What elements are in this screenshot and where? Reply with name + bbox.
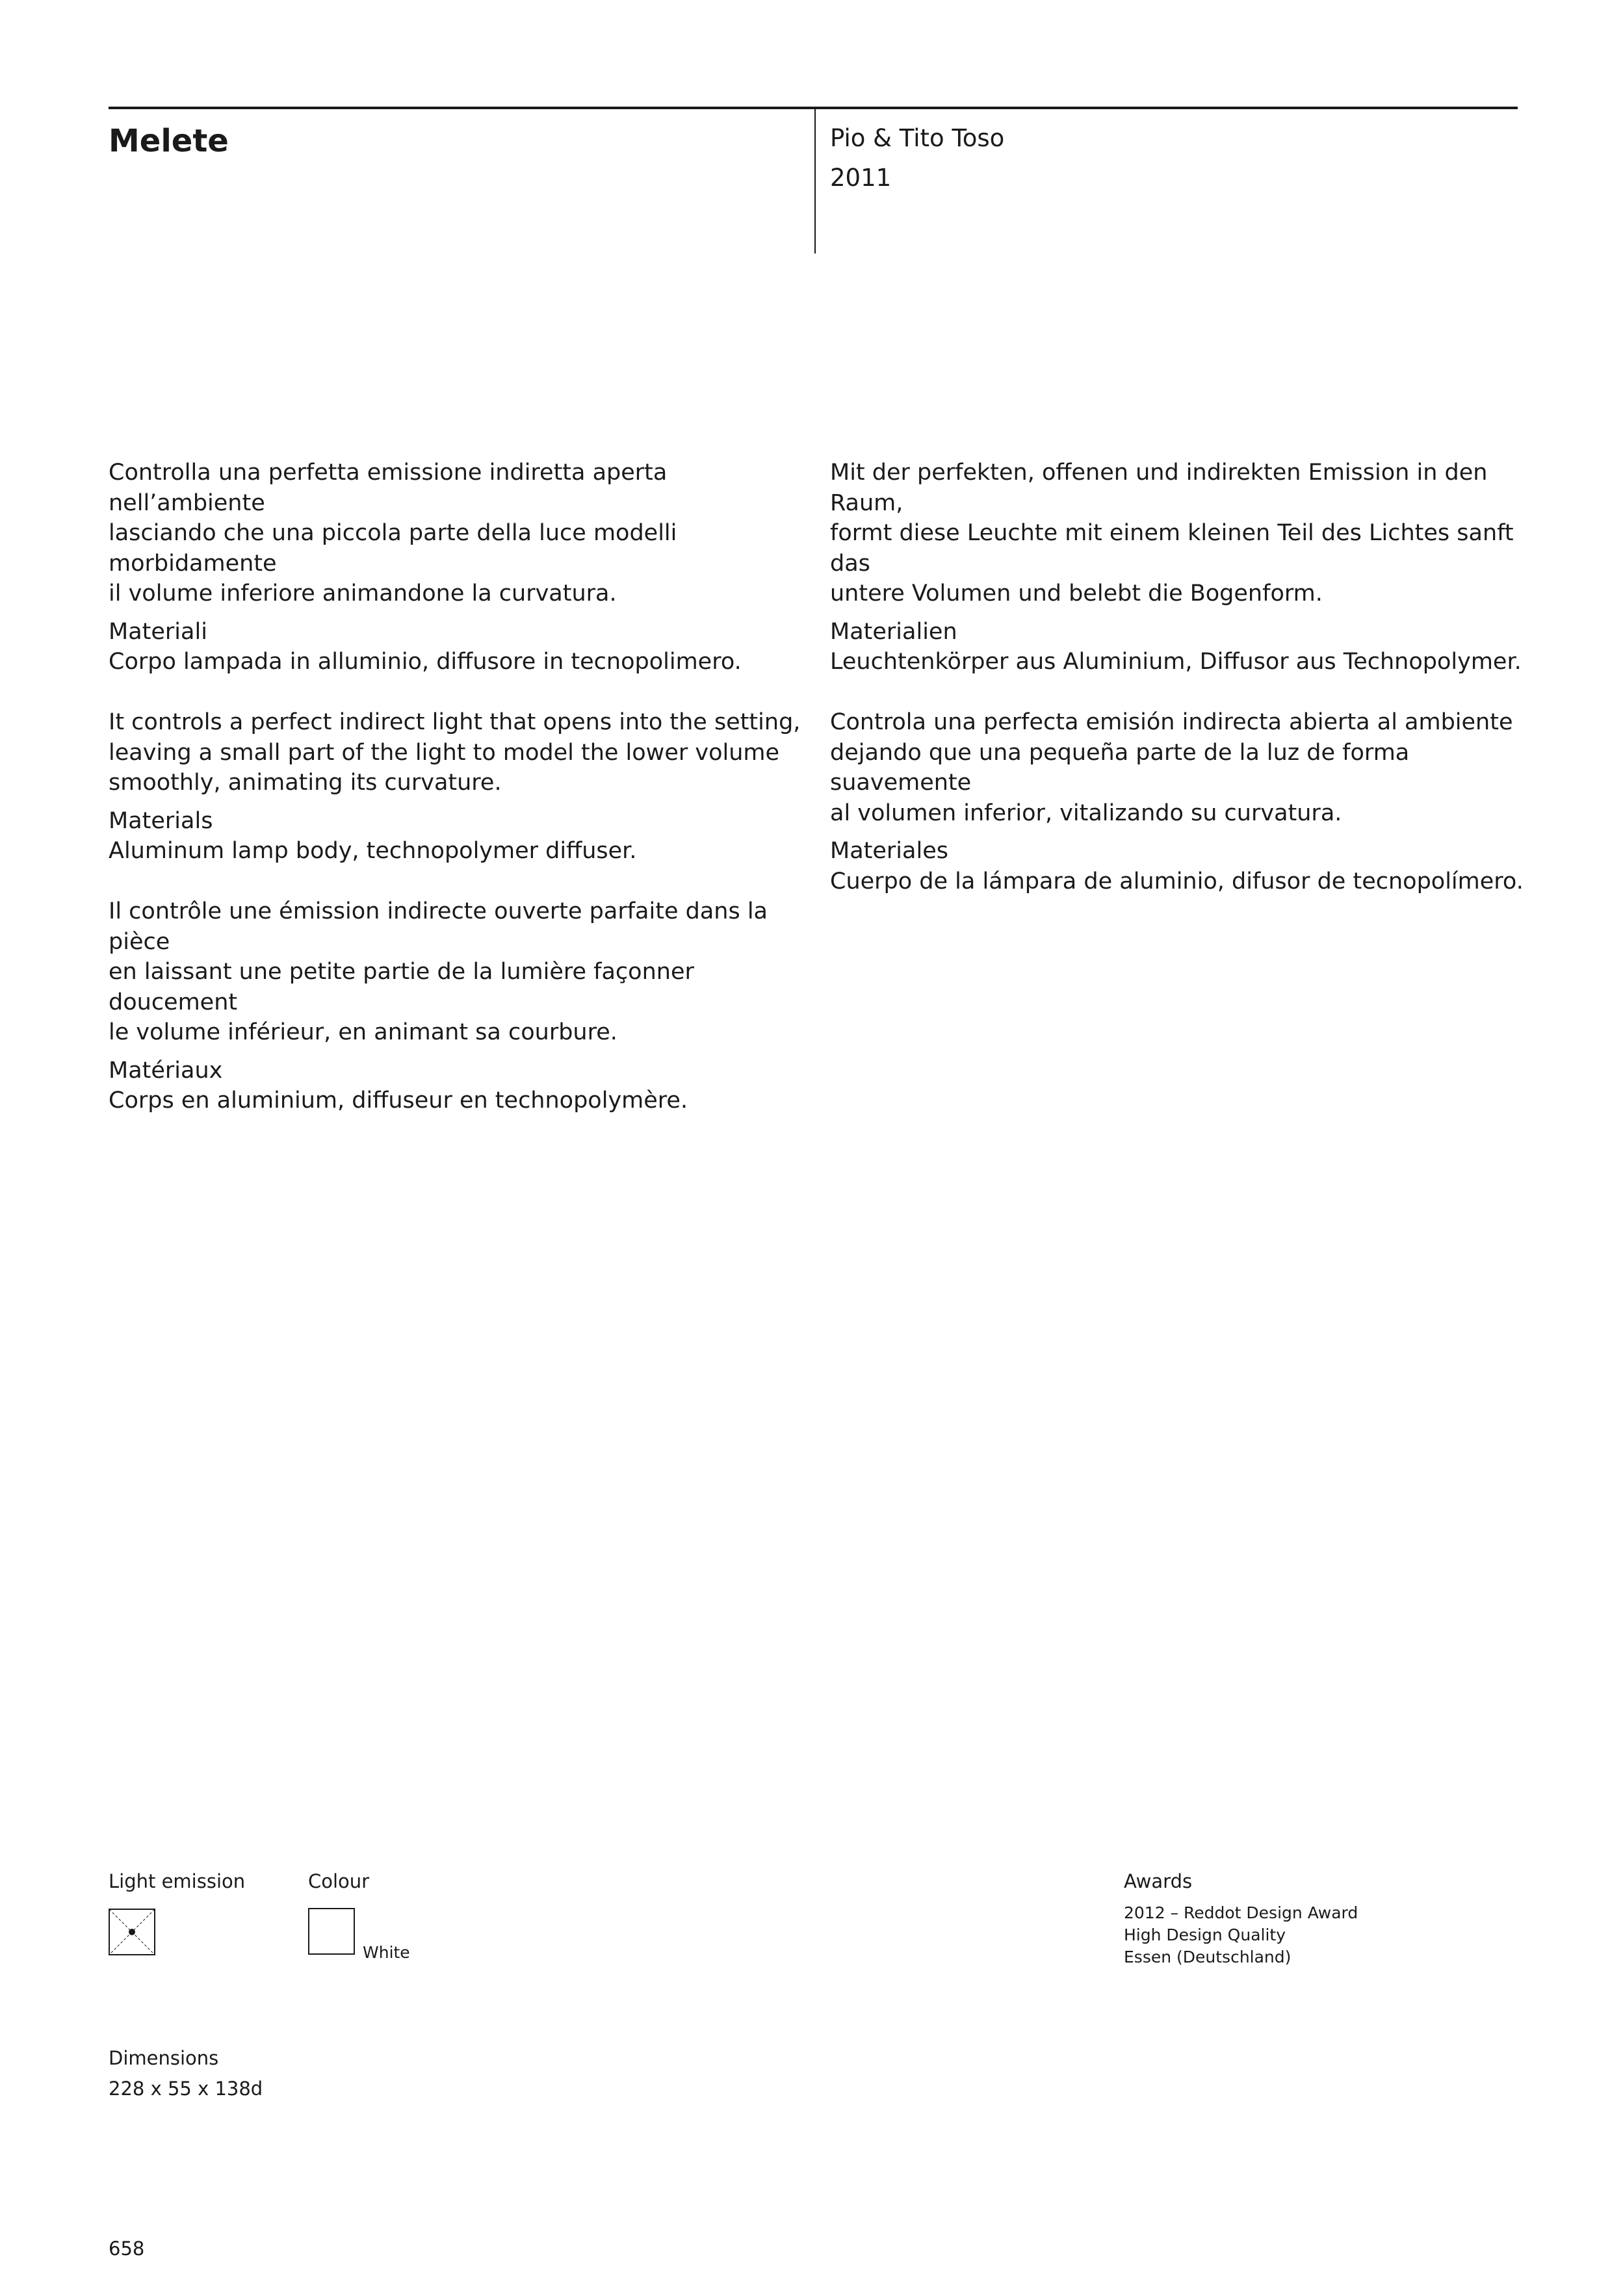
design-year: 2011 bbox=[830, 164, 892, 192]
materials-label: Materiales bbox=[830, 838, 948, 864]
top-rule bbox=[109, 107, 1518, 109]
description-text: It controls a perfect indirect light that opens into the setting, leaving a small part of the light to model the lower volume smoothly, animating its curvature. bbox=[109, 709, 801, 796]
materials-text: Corpo lampada in alluminio, diffusore in tecnopolimero. bbox=[109, 649, 742, 675]
materials-label: Materiali bbox=[109, 618, 207, 645]
designer-name: Pio & Tito Toso bbox=[830, 124, 1005, 152]
description-text: Mit der perfekten, offenen und indirekten Emission in den Raum, formt diese Leuchte mit einem kleinen Teil des Lichtes sanft das untere Volumen und belebt die Bogenform. bbox=[830, 460, 1514, 607]
awards-label: Awards bbox=[1124, 1870, 1193, 1892]
materials-text: Aluminum lamp body, technopolymer diffuser. bbox=[109, 838, 637, 864]
description-text: Controla una perfecta emisión indirecta abierta al ambiente dejando que una pequeña parte de la luz de forma suavemente al volumen inferior, vitalizando su curvatura. bbox=[830, 709, 1513, 826]
header-divider bbox=[814, 108, 816, 254]
right-description-column bbox=[830, 458, 1532, 927]
materials-text: Corps en aluminium, diffuseur en technopolymère. bbox=[109, 1088, 688, 1114]
colour-label: Colour bbox=[308, 1870, 370, 1892]
materials-label: Materials bbox=[109, 807, 213, 834]
materials-label: Matériaux bbox=[109, 1057, 223, 1084]
description-spanish bbox=[830, 707, 1532, 896]
description-french bbox=[109, 896, 811, 1116]
description-italian bbox=[109, 458, 811, 677]
materials-text: Cuerpo de la lámpara de aluminio, difusor de tecnopolímero. bbox=[830, 868, 1524, 894]
left-description-column bbox=[109, 458, 811, 1146]
description-text: Il contrôle une émission indirecte ouverte parfaite dans la pièce en laissant une petite partie de la lumière façonner doucement le volume inférieur, en animant sa courbure. bbox=[109, 898, 768, 1045]
materials-text: Leuchtenkörper aus Aluminium, Diffusor aus Technopolymer. bbox=[830, 649, 1522, 675]
colour-value: White bbox=[363, 1943, 410, 1962]
description-english bbox=[109, 707, 811, 867]
indirect-light-emission-icon bbox=[109, 1909, 155, 1955]
materials-label: Materialien bbox=[830, 618, 957, 645]
page-number: 658 bbox=[109, 2237, 145, 2260]
light-emission-label: Light emission bbox=[109, 1870, 246, 1892]
awards-list: 2012 – Reddot Design Award High Design Quality Essen (Deutschland) bbox=[1124, 1903, 1358, 1966]
dimensions-label: Dimensions bbox=[109, 2047, 219, 2069]
product-title: Melete bbox=[109, 123, 229, 159]
description-text: Controlla una perfetta emissione indiretta aperta nell’ambiente lasciando che una piccola parte della luce modelli morbidamente il volume inferiore animandone la curvatura. bbox=[109, 460, 677, 607]
description-german bbox=[830, 458, 1532, 677]
colour-swatch-white bbox=[308, 1908, 355, 1955]
dimensions-value: 228 x 55 x 138d bbox=[109, 2078, 263, 2100]
